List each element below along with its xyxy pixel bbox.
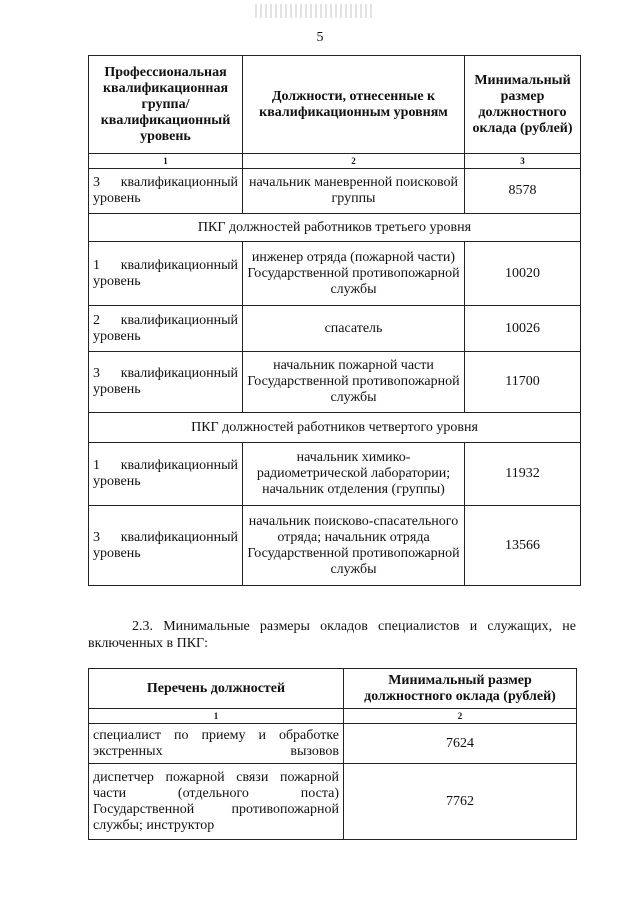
table-row (89, 352, 581, 413)
position-cell: специалист по приему и обработке экстренных вызовов (89, 724, 344, 764)
level-word: квалификационный (120, 529, 238, 545)
level-word: квалификационный (120, 312, 238, 328)
table-row (89, 242, 581, 306)
table-header-row (89, 56, 581, 154)
header-cell: Минимальный размер должностного оклада (рублей) (465, 56, 581, 154)
position-cell: начальник пожарной части Государственной противопожарной службы (243, 352, 465, 413)
table-row (89, 764, 577, 840)
level-word: квалификационный (120, 366, 238, 381)
level-cell (89, 306, 243, 352)
position-cell: диспетчер пожарной связи пожарной части (отдельного поста) Государственной противопожарной службы; инструктор (89, 764, 344, 840)
table-header-row (89, 669, 577, 709)
salary-cell: 8578 (465, 169, 581, 214)
group-row (89, 413, 581, 443)
position-cell: начальник поисково-спасательного отряда; начальник отряда Государственной противопожарной службы (243, 506, 465, 586)
paragraph-2-3 (88, 618, 576, 652)
level-cell (89, 506, 243, 586)
salary-cell: 10020 (465, 242, 581, 306)
salary-cell: 10026 (465, 306, 581, 352)
level-number: 2 (93, 312, 100, 328)
level-tail: уровень (93, 273, 141, 289)
level-word: квалификационный (120, 257, 238, 273)
level-cell (89, 352, 243, 413)
column-number: 1 (89, 154, 243, 169)
header-cell: Перечень должностей (89, 669, 344, 709)
position-cell: начальник химико-радиометрической лаборатории; начальник отделения (группы) (243, 443, 465, 506)
level-number: 1 (93, 458, 100, 473)
paragraph-text: 2.3. Минимальные размеры окладов специалистов и служащих, не включенных в ПКГ: (88, 619, 576, 651)
level-number: 3 (93, 529, 100, 545)
level-cell (89, 242, 243, 306)
level-tail: уровень (93, 191, 141, 206)
level-tail: уровень (93, 474, 141, 489)
level-cell (89, 443, 243, 506)
column-number: 1 (89, 709, 344, 724)
salary-table-non-pkg (88, 668, 577, 840)
column-number: 3 (465, 154, 581, 169)
salary-cell: 11932 (465, 443, 581, 506)
header-cell: Профессиональная квалификационная группа/ квалификационный уровень (89, 56, 243, 154)
salary-cell: 7762 (344, 764, 577, 840)
position-cell: спасатель (243, 306, 465, 352)
group-title: ПКГ должностей работников четвертого уровня (89, 413, 581, 443)
level-tail: уровень (93, 382, 141, 397)
table-row (89, 506, 581, 586)
salary-cell: 11700 (465, 352, 581, 413)
level-word: квалификационный (120, 175, 238, 190)
group-row (89, 214, 581, 242)
header-cell: Должности, отнесенные к квалификационным уровням (243, 56, 465, 154)
level-number: 3 (93, 366, 100, 381)
position-cell: начальник маневренной поисковой группы (243, 169, 465, 214)
level-tail: уровень (93, 545, 141, 561)
table-row (89, 724, 577, 764)
table-row (89, 443, 581, 506)
level-cell (89, 169, 243, 214)
group-title: ПКГ должностей работников третьего уровня (89, 214, 581, 242)
scan-artifact (255, 4, 375, 18)
salary-cell: 13566 (465, 506, 581, 586)
position-cell: инженер отряда (пожарной части) Государственной противопожарной службы (243, 242, 465, 306)
header-cell: Минимальный размер должностного оклада (рублей) (344, 669, 577, 709)
table-row (89, 169, 581, 214)
level-number: 1 (93, 257, 100, 273)
salary-cell: 7624 (344, 724, 577, 764)
column-number: 2 (243, 154, 465, 169)
page-number: 5 (316, 30, 324, 45)
column-number: 2 (344, 709, 577, 724)
column-number-row (89, 154, 581, 169)
table-row (89, 306, 581, 352)
level-word: квалификационный (120, 458, 238, 473)
salary-table-pkg (88, 55, 581, 586)
level-tail: уровень (93, 328, 141, 344)
column-number-row (89, 709, 577, 724)
level-number: 3 (93, 175, 100, 190)
